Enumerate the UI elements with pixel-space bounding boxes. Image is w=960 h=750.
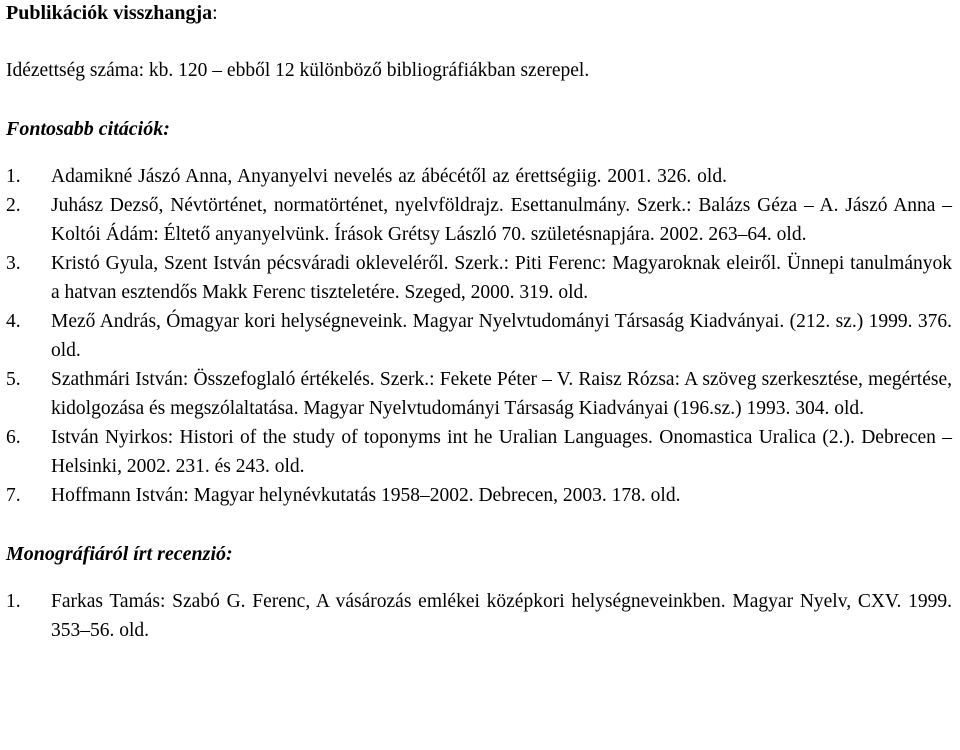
important-citations-title: Fontosabb citációk: <box>6 118 170 140</box>
citation-number: 3. <box>6 253 21 274</box>
citation-item-2 <box>6 191 952 249</box>
publications-heading-text: Publikációk visszhangja <box>6 2 213 24</box>
review-item-1 <box>6 587 952 645</box>
monograph-review-title: Monográfiáról írt recenzió: <box>6 543 233 565</box>
citation-item-3 <box>6 249 952 307</box>
review-text: Farkas Tamás: Szabó G. Ferenc, A vásározás emlékei középkori helységneveinkben. Magyar Nyelv, CXV. 1999. 353–56. old. <box>51 591 952 641</box>
citation-item-6 <box>6 423 952 481</box>
document-page <box>6 0 952 645</box>
citation-text: Mező András, Ómagyar kori helységneveink. Magyar Nyelvtudományi Társaság Kiadványai. (212. sz.) 1999. 376. old. <box>51 311 952 361</box>
publications-heading <box>6 0 952 26</box>
citation-number: 1. <box>6 166 21 187</box>
citation-number: 4. <box>6 311 21 332</box>
citation-text: Hoffmann István: Magyar helynévkutatás 1958–2002. Debrecen, 2003. 178. old. <box>51 485 681 506</box>
citation-text: Kristó Gyula, Szent István pécsváradi okleveléről. Szerk.: Piti Ferenc: Magyaroknak eleiről. Ünnepi tanulmányok a hatvan esztendős Makk Ferenc tiszteletére. Szeged, 2000. 319. old. <box>51 253 952 303</box>
citation-number: 6. <box>6 427 21 448</box>
citation-text: Szathmári István: Összefoglaló értékelés. Szerk.: Fekete Péter – V. Raisz Rózsa: A szöveg szerkesztése, megértése, kidolgozása és megszólaltatása. Magyar Nyelvtudományi Társaság Kiadványai (196.sz.) 1993. 304. old. <box>51 369 952 419</box>
monograph-review-list <box>6 587 952 645</box>
citation-text: Adamikné Jászó Anna, Anyanyelvi nevelés az ábécétől az érettségiig. 2001. 326. old. <box>51 166 727 187</box>
citation-number: 5. <box>6 369 21 390</box>
citation-item-5 <box>6 365 952 423</box>
citation-item-4 <box>6 307 952 365</box>
citation-number: 7. <box>6 485 21 506</box>
citation-count-text: Idézettség száma: kb. 120 – ebből 12 különböző bibliográfiákban szerepel. <box>6 60 590 81</box>
citation-text: István Nyirkos: Histori of the study of toponyms int he Uralian Languages. Onomastica Uralica (2.). Debrecen – Helsinki, 2002. 231. és 243. old. <box>51 427 952 477</box>
important-citations-list <box>6 162 952 510</box>
citation-item-7 <box>6 481 952 510</box>
review-number: 1. <box>6 591 21 612</box>
citation-item-1 <box>6 162 952 191</box>
citation-number: 2. <box>6 195 21 216</box>
publications-heading-colon: : <box>212 2 218 24</box>
citation-text: Juhász Dezső, Névtörténet, normatörténet, nyelvföldrajz. Esettanulmány. Szerk.: Balázs Géza – A. Jászó Anna – Koltói Ádám: Éltető anyanyelvünk. Írások Grétsy László 70. születésnapjára. 2002. 263–64. old. <box>51 195 952 245</box>
